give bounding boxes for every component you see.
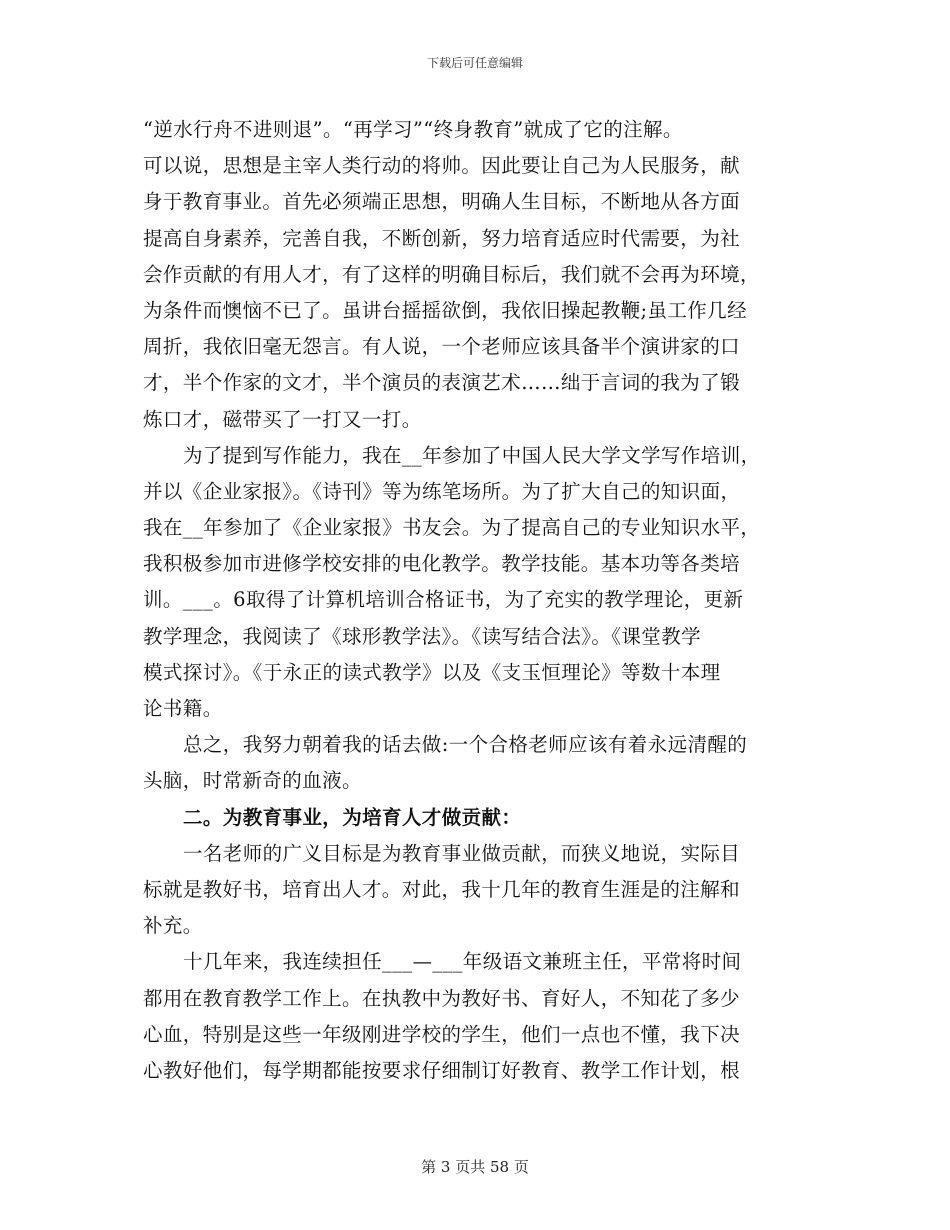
document-body bbox=[143, 112, 813, 1089]
text-line: 可以说，思想是主宰人类行动的将帅。因此要让自己为人民服务，献 bbox=[143, 154, 741, 178]
text-line: 我在__年参加了《企业家报》书友会。为了提高自己的专业知识水平， bbox=[143, 516, 761, 540]
text-line: 身于教育事业。首先必须端正思想，明确人生目标，不断地从各方面 bbox=[143, 190, 741, 214]
section-heading: 二。为教育事业，为培育人才做贡献： bbox=[183, 805, 522, 829]
text-line: 我积极参加市进修学校安排的电化教学。教学技能。基本功等各类培 bbox=[143, 552, 741, 576]
paragraph-start-line: 十几年来，我连续担任___—___年级语文兼班主任，平常将时间 bbox=[183, 950, 742, 974]
text-line: 训。___。6取得了计算机培训合格证书，为了充实的教学理论，更新 bbox=[143, 588, 744, 612]
text-line: 模式探讨》。《于永正的读式教学》以及《支玉恒理论》等数十本理 bbox=[143, 660, 721, 684]
text-line: 才，半个作家的文才，半个演员的表演艺术……绌于言词的我为了锻 bbox=[143, 371, 741, 395]
text-line: 并以《企业家报》。《诗刊》等为练笔场所。为了扩大自己的知识面， bbox=[143, 479, 741, 503]
text-line: 补充。 bbox=[143, 914, 203, 938]
paragraph-start-line: 总之，我努力朝着我的话去做:一个合格老师应该有着永远清醒的 bbox=[183, 733, 748, 757]
paragraph-start-line: 为了提到写作能力，我在__年参加了中国人民大学文学写作培训， bbox=[183, 443, 761, 467]
text-line: 标就是教好书，培育出人才。对此，我十几年的教育生涯是的注解和 bbox=[143, 877, 741, 901]
text-line: “逆水行舟不进则退”。“再学习”“终身教育”就成了它的注解。 bbox=[143, 118, 683, 141]
text-line: 提高自身素养，完善自我，不断创新，努力培育适应时代需要，为社 bbox=[143, 226, 741, 250]
text-line: 心血，特别是这些一年级刚进学校的学生，他们一点也不懂，我下决 bbox=[143, 1022, 741, 1046]
text-line: 为条件而懊恼不已了。虽讲台摇摇欲倒，我依旧操起教鞭;虽工作几经 bbox=[143, 298, 747, 322]
text-line: 教学理念，我阅读了《球形教学法》。《读写结合法》。《课堂教学 bbox=[143, 624, 702, 648]
text-line: 都用在教育教学工作上。在执教中为教好书、育好人，不知花了多少 bbox=[143, 986, 741, 1010]
text-line: 炼口才，磁带买了一打又一打。 bbox=[143, 407, 422, 431]
paragraph-start-line: 一名老师的广义目标是为教育事业做贡献，而狭义地说，实际目 bbox=[183, 841, 741, 865]
text-line: 头脑，时常新奇的血液。 bbox=[143, 769, 362, 793]
page-footer: 第 3 页共 58 页 bbox=[421, 1158, 529, 1176]
text-line: 论书籍。 bbox=[143, 697, 223, 720]
page-header: 下载后可任意编辑 bbox=[426, 56, 523, 70]
text-line: 心教好他们，每学期都能按要求仔细制订好教育、教学工作计划，根 bbox=[143, 1058, 741, 1082]
text-line: 会作贡献的有用人才，有了这样的明确目标后，我们就不会再为环境， bbox=[143, 262, 760, 286]
text-line: 周折，我依旧毫无怨言。有人说，一个老师应该具备半个演讲家的口 bbox=[143, 335, 741, 359]
